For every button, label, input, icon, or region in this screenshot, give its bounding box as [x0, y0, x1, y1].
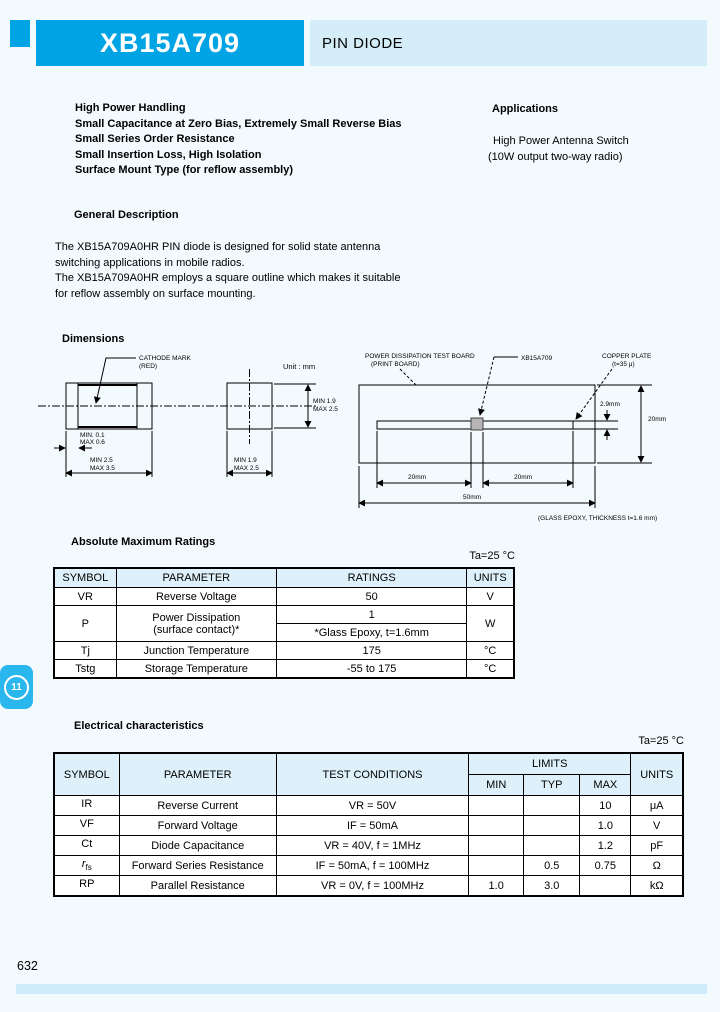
height-dim-max: MAX 2.5 [313, 406, 338, 413]
electrical-condition: Ta=25 °C [638, 735, 684, 747]
abs-max-header-row [54, 568, 514, 588]
col-header-min: MIN [469, 775, 524, 796]
strip-thickness-dim: 2.9mm [600, 401, 620, 408]
symbol-cell: Tstg [54, 660, 116, 679]
board-width-dim: 50mm [463, 494, 482, 501]
unit-cell: V [467, 588, 514, 606]
symbol-cell: VF [54, 816, 119, 836]
col-header-max: MAX [580, 775, 631, 796]
abs-max-title: Absolute Maximum Ratings [71, 536, 216, 548]
unit-cell: °C [467, 642, 514, 660]
parameter-cell: Parallel Resistance [119, 876, 276, 897]
cathode-mark-label: CATHODE MARK [139, 355, 191, 362]
description-line: switching applications in mobile radios. [55, 256, 245, 269]
parameter-cell: Storage Temperature [116, 660, 276, 679]
abs-max-table [53, 567, 515, 679]
width-dim-min: MIN 1.9 [234, 457, 257, 464]
min-cell [469, 836, 524, 856]
typ-cell [524, 816, 580, 836]
symbol-cell: RP [54, 876, 119, 897]
category-label: PIN DIODE [322, 34, 404, 52]
unit-cell: pF [631, 836, 683, 856]
terminal-dim-min: MIN. 0.1 [80, 432, 105, 439]
rating-cell: 175 [276, 642, 466, 660]
min-cell [469, 796, 524, 816]
rating-note-cell: *Glass Epoxy, t=1.6mm [276, 624, 466, 642]
copper-plate-label: COPPER PLATE [602, 353, 652, 360]
application-item: (10W output two-way radio) [488, 150, 623, 163]
corner-accent-square [10, 20, 30, 47]
unit-cell: °C [467, 660, 514, 679]
parameter-cell: Junction Temperature [116, 642, 276, 660]
section-number-badge: 11 [4, 675, 29, 700]
applications-title: Applications [492, 103, 559, 115]
features-list [75, 101, 402, 179]
package-side-view [38, 355, 316, 477]
table-row [54, 660, 514, 679]
parameter-cell: Reverse Current [119, 796, 276, 816]
conditions-cell: VR = 0V, f = 100MHz [276, 876, 468, 897]
col-header-limits: LIMITS [469, 753, 631, 775]
height-dim-min: MIN 1.9 [313, 398, 336, 405]
col-header-typ: TYP [524, 775, 580, 796]
category-banner [310, 20, 707, 66]
applications-list [488, 134, 629, 165]
pad-left-dim: 20mm [408, 474, 427, 481]
length-dim-min: MIN 2.5 [90, 457, 113, 464]
electrical-table [53, 752, 684, 897]
table-row [54, 816, 683, 836]
description-line: The XB15A709A0HR employs a square outline which makes it suitable [55, 272, 401, 284]
conditions-cell: IF = 50mA [276, 816, 468, 836]
abs-max-condition: Ta=25 °C [469, 550, 515, 562]
min-cell: 1.0 [469, 876, 524, 897]
parameter-cell: Forward Series Resistance [119, 856, 276, 876]
terminal-dim-max: MAX 0.6 [80, 439, 105, 446]
feature-item: High Power Handling [75, 102, 186, 114]
part-number-banner [36, 20, 304, 66]
typ-cell: 3.0 [524, 876, 580, 897]
application-item: High Power Antenna Switch [493, 135, 629, 147]
table-row [54, 876, 683, 897]
electrical-header-row [54, 753, 683, 775]
max-cell: 1.0 [580, 816, 631, 836]
table-row [54, 588, 514, 606]
table-row [54, 836, 683, 856]
symbol-cell: IR [54, 796, 119, 816]
rating-cell: -55 to 175 [276, 660, 466, 679]
parameter-line: Power Dissipation [152, 611, 241, 624]
general-description-title: General Description [74, 209, 179, 221]
unit-cell: Ω [631, 856, 683, 876]
unit-cell: kΩ [631, 876, 683, 897]
general-description-text [55, 240, 400, 302]
dimensions-drawing [0, 330, 720, 535]
col-header-ratings: RATINGS [276, 568, 466, 588]
min-cell [469, 856, 524, 876]
copper-plate-label-2: (t=35 μ) [612, 361, 635, 368]
table-row [54, 856, 683, 876]
conditions-cell: VR = 40V, f = 1MHz [276, 836, 468, 856]
col-header-symbol: SYMBOL [54, 753, 119, 796]
col-header-units: UNITS [631, 753, 683, 796]
symbol-cell: Ct [54, 836, 119, 856]
unit-cell: V [631, 816, 683, 836]
symbol-cell: Tj [54, 642, 116, 660]
part-number: XB15A709 [99, 27, 241, 58]
section-side-tab [0, 665, 33, 709]
page-number: 632 [17, 959, 38, 973]
table-row [54, 606, 514, 624]
footer-bar [16, 984, 707, 994]
col-header-units: UNITS [467, 568, 514, 588]
feature-item: Small Capacitance at Zero Bias, Extremely Small Reverse Bias [75, 117, 402, 130]
package-end-view [227, 362, 338, 477]
feature-item: Surface Mount Type (for reflow assembly) [75, 164, 294, 176]
table-row [54, 642, 514, 660]
parameter-cell: Reverse Voltage [116, 588, 276, 606]
unit-cell: W [467, 606, 514, 642]
feature-item: Small Series Order Resistance [75, 133, 235, 145]
feature-item: Small Insertion Loss, High Isolation [75, 148, 262, 161]
length-dim-max: MAX 3.5 [90, 465, 115, 472]
conditions-cell: IF = 50mA, f = 100MHz [276, 856, 468, 876]
min-cell [469, 816, 524, 836]
board-label-2: (PRINT BOARD) [371, 361, 420, 368]
rating-cell: 1 [276, 606, 466, 624]
board-height-dim: 20mm [648, 416, 667, 423]
max-cell [580, 876, 631, 897]
conditions-cell: VR = 50V [276, 796, 468, 816]
table-row [54, 796, 683, 816]
parameter-cell: Diode Capacitance [119, 836, 276, 856]
device-label: XB15A709 [521, 355, 553, 362]
electrical-title: Electrical characteristics [74, 720, 204, 732]
board-label: POWER DISSIPATION TEST BOARD [365, 353, 475, 360]
symbol-cell: VR [54, 588, 116, 606]
cathode-mark-label-2: (RED) [139, 363, 158, 370]
col-header-conditions: TEST CONDITIONS [276, 753, 468, 796]
max-cell: 0.75 [580, 856, 631, 876]
max-cell: 1.2 [580, 836, 631, 856]
col-header-parameter: PARAMETER [116, 568, 276, 588]
pad-right-dim: 20mm [514, 474, 533, 481]
dimensions-title: Dimensions [62, 333, 125, 345]
unit-label: Unit : mm [283, 362, 316, 371]
unit-cell: μA [631, 796, 683, 816]
rating-cell: 50 [276, 588, 466, 606]
description-line: The XB15A709A0HR PIN diode is designed for solid state antenna [55, 241, 381, 253]
parameter-line: (surface contact)* [153, 623, 240, 636]
col-header-parameter: PARAMETER [119, 753, 276, 796]
test-board-view [359, 353, 666, 522]
typ-cell: 0.5 [524, 856, 580, 876]
symbol-cell: $r_{fs}$ [54, 856, 119, 876]
col-header-symbol: SYMBOL [54, 568, 116, 588]
description-line: for reflow assembly on surface mounting. [55, 287, 256, 300]
symbol-cell: P [54, 606, 116, 642]
max-cell: 10 [580, 796, 631, 816]
parameter-cell [116, 606, 276, 642]
typ-cell [524, 836, 580, 856]
width-dim-max: MAX 2.5 [234, 465, 259, 472]
typ-cell [524, 796, 580, 816]
board-note: (GLASS EPOXY, THICKNESS t=1.6 mm) [538, 515, 658, 522]
parameter-cell: Forward Voltage [119, 816, 276, 836]
